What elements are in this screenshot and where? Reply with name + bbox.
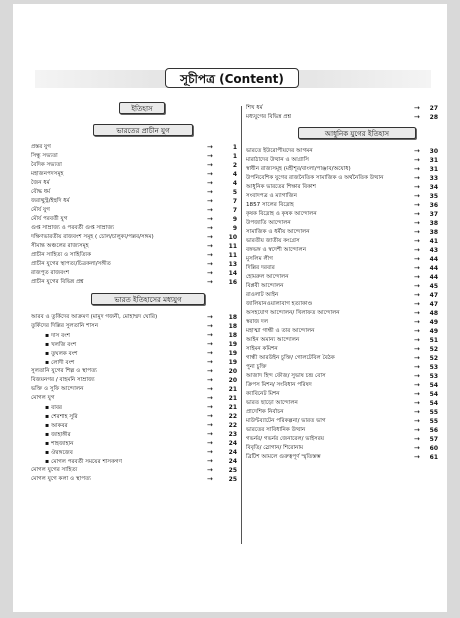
entry-title: জরাথুস্ট্র/ইহুদি ধর্ম [31, 198, 70, 204]
page-number: 22 [228, 422, 237, 429]
toc-entry [246, 318, 442, 327]
page-number: 48 [429, 310, 438, 317]
entry-title: হোমরুল আন্দোলন [246, 274, 289, 280]
arrow-icon: → [414, 246, 420, 254]
page-number: 60 [429, 445, 438, 452]
page-number: 24 [228, 458, 237, 465]
entry-title: বঙ্গভঙ্গ ও স্বদেশী আন্দোলন [246, 247, 307, 253]
entry-title: মোগল যুগ [31, 395, 55, 401]
page-number: 11 [228, 252, 237, 259]
toc-entry [31, 233, 241, 242]
arrow-icon: → [207, 457, 213, 465]
page-number: 52 [429, 355, 438, 362]
entry-title: মোগল যুগের সাহিত্য [31, 467, 78, 473]
arrow-icon: → [414, 273, 420, 281]
arrow-icon: → [207, 161, 213, 169]
entry-title: ▪ জাহাঙ্গীর [45, 430, 205, 440]
arrow-icon: → [207, 206, 213, 214]
toc-entry [246, 165, 442, 174]
toc-entry [246, 336, 442, 345]
page-number: 33 [429, 175, 438, 182]
toc-entry [246, 113, 442, 122]
toc-subentry [45, 448, 241, 457]
arrow-icon: → [207, 269, 213, 277]
arrow-icon: → [207, 197, 213, 205]
toc-entry [246, 417, 442, 426]
entry-title: ▪ লোদী বংশ [45, 358, 205, 368]
page-number: 38 [429, 229, 438, 236]
toc-entry [31, 367, 241, 376]
toc-subentry [45, 421, 241, 430]
page-number: 53 [429, 373, 438, 380]
page-number: 18 [228, 332, 237, 339]
entry-title: ▪ তুঘলক বংশ [45, 349, 205, 359]
entry-title: আইন অমান্য আন্দোলন [246, 337, 300, 343]
page-number: 35 [429, 193, 438, 200]
page-number: 4 [232, 171, 237, 178]
arrow-icon: → [207, 448, 213, 456]
arrow-icon: → [207, 322, 213, 330]
entry-title: ভারতে ইউরোপীয়দের আগমন [246, 148, 313, 154]
arrow-icon: → [414, 453, 420, 461]
toc-entry [246, 183, 442, 192]
entry-title: ভারত ছাড়ো আন্দোলন [246, 400, 298, 406]
toc-entry [31, 394, 241, 403]
toc-entry [246, 246, 442, 255]
column-divider [241, 106, 242, 544]
entry-title: মোগল যুগে কলা ও স্থাপত্য [31, 476, 91, 482]
page-number: 31 [429, 166, 438, 173]
entry-title: ▪ বাবর [45, 403, 205, 413]
page-number: 21 [228, 404, 237, 411]
page-number: 10 [228, 234, 237, 241]
toc-subentry [45, 340, 241, 349]
toc-entry [246, 444, 442, 453]
arrow-icon: → [207, 466, 213, 474]
page-number: 44 [429, 274, 438, 281]
toc-entry [31, 161, 241, 170]
arrow-icon: → [414, 147, 420, 155]
page-number: 2 [232, 162, 237, 169]
page-number: 25 [228, 476, 237, 483]
entry-title: মারাঠাদের উত্থান ও আগ্রাসি [246, 157, 309, 163]
page-number: 51 [429, 337, 438, 344]
entry-title: সুলতানি যুগের শিল্প ও স্থাপত্য [31, 368, 97, 374]
entry-title: ▪ খলজি বংশ [45, 340, 205, 350]
entry-title: সাইমন কমিশন [246, 346, 278, 352]
arrow-icon: → [207, 188, 213, 196]
toc-entry [246, 363, 442, 372]
entry-title: দিল্লির দরবার [246, 265, 275, 271]
page-number: 37 [429, 211, 438, 218]
arrow-icon: → [414, 345, 420, 353]
arrow-icon: → [414, 255, 420, 263]
page-number: 14 [228, 270, 237, 277]
entry-title: দক্ষিণভারতীয় রাজবংশ সমূহ ( চোল/চালুক্য/পল্লব/সঙ্গম) [31, 234, 154, 240]
page-number: 44 [429, 256, 438, 263]
entry-title: পুনা চুক্তি [246, 364, 267, 370]
entry-title: কৃষক বিদ্রোহ ও কৃষক আন্দোলন [246, 211, 317, 217]
toc-entry [246, 156, 442, 165]
arrow-icon: → [414, 210, 420, 218]
arrow-icon: → [207, 242, 213, 250]
toc-subentry [45, 412, 241, 421]
entry-title: গান্ধী আরউইন চুক্তি/ গোলটেবিল বৈঠক [246, 355, 335, 361]
toc-entry [31, 385, 241, 394]
arrow-icon: → [414, 228, 420, 236]
page-number: 27 [429, 105, 438, 112]
arrow-icon: → [414, 201, 420, 209]
entry-title: ▪ শেরশাহ সুরি [45, 412, 205, 422]
entry-title: জালিয়ানওয়ালাবাগ হত্যাকাণ্ড [246, 301, 313, 307]
toc-entry [31, 206, 241, 215]
toc-subentry [45, 439, 241, 448]
entry-title: ▪ দাস বংশ [45, 331, 205, 341]
toc-entry [246, 381, 442, 390]
page-number: 25 [228, 467, 237, 474]
toc-entry [31, 376, 241, 385]
page-number: 53 [429, 364, 438, 371]
page-number: 21 [228, 386, 237, 393]
entry-title: প্রাচীন সাহিত্য ও সাহিত্যিক [31, 252, 92, 258]
page-number: 57 [429, 436, 438, 443]
toc-entry [31, 322, 241, 331]
toc-entry [31, 269, 241, 278]
toc-entry [31, 466, 241, 475]
toc-entry [246, 453, 442, 462]
page-number: 61 [429, 454, 438, 461]
arrow-icon: → [414, 363, 420, 371]
page-number: 4 [232, 180, 237, 187]
arrow-icon: → [414, 156, 420, 164]
entry-title: মহাজনপদসমূহ [31, 171, 64, 177]
arrow-icon: → [414, 174, 420, 182]
toc-entry [246, 201, 442, 210]
page-number: 18 [228, 314, 237, 321]
toc-entry [246, 147, 442, 156]
entry-title: সিন্ধু সভ্যতা [31, 153, 58, 159]
arrow-icon: → [414, 399, 420, 407]
entry-title: ব্রিটিশ আমলে গুরুত্বপূর্ণ স্মৃতিস্তম্ভ [246, 454, 321, 460]
arrow-icon: → [207, 394, 213, 402]
arrow-icon: → [414, 336, 420, 344]
toc-entry [246, 354, 442, 363]
page-number: 16 [228, 279, 237, 286]
arrow-icon: → [414, 309, 420, 317]
arrow-icon: → [414, 282, 420, 290]
arrow-icon: → [207, 215, 213, 223]
page-number: 9 [232, 225, 237, 232]
page-number: 49 [429, 319, 438, 326]
arrow-icon: → [414, 417, 420, 425]
entry-title: বিবৃতি/ স্লোগান/ শিরোনাম [246, 445, 304, 451]
page-number: 19 [228, 359, 237, 366]
page-number: 13 [228, 261, 237, 268]
page-number: 36 [429, 202, 438, 209]
page-number: 22 [228, 413, 237, 420]
entry-title: ▪ আকবর [45, 421, 205, 431]
entry-title: গুপ্ত সাম্রাজ্য ও পরবর্তী গুপ্ত সাম্রাজ্য [31, 225, 115, 231]
page-number: 38 [429, 220, 438, 227]
page-number: 19 [228, 341, 237, 348]
entry-title: মুসলিম লীগ [246, 256, 273, 262]
page-number: 54 [429, 382, 438, 389]
arrow-icon: → [207, 376, 213, 384]
toc-subentry [45, 457, 241, 466]
page-number: 45 [429, 283, 438, 290]
toc-entry [31, 260, 241, 269]
toc-entry [246, 300, 442, 309]
entry-title: ▪ শাহজাহান [45, 439, 205, 449]
entry-title: আরব ও তুর্কিদের আক্রমণ (মামুদ গজনী, মোহাম্মদ ঘোরি) [31, 314, 158, 320]
entry-title: বিজয়নগর / বাহমনি সাম্রাজ্য [31, 377, 95, 383]
page-number: 9 [232, 216, 237, 223]
page-number: 56 [429, 427, 438, 434]
entry-title: শিখ ধর্ম [246, 105, 263, 111]
toc-entry [246, 426, 442, 435]
arrow-icon: → [414, 264, 420, 272]
entry-title: 1857 সালের বিদ্রোহ [246, 202, 294, 208]
entry-title: উপজাতি আন্দোলন [246, 220, 291, 226]
toc-entry [246, 104, 442, 113]
entry-title: আজাদ হিন্দ ফৌজ/ সুভাষ চন্দ্র বোস [246, 373, 326, 379]
arrow-icon: → [414, 318, 420, 326]
entry-title: সংবাদপত্র ও ম্যাগাজিন [246, 193, 297, 199]
entry-title: বৈদিক সভ্যতা [31, 162, 62, 168]
arrow-icon: → [414, 192, 420, 200]
section-heading-medieval: ভারত ইতিহাসের মধ্যযুগ [91, 293, 205, 305]
toc-entry [31, 475, 241, 484]
arrow-icon: → [207, 260, 213, 268]
arrow-icon: → [207, 439, 213, 447]
arrow-icon: → [207, 331, 213, 339]
toc-entry [246, 264, 442, 273]
page-number: 24 [228, 440, 237, 447]
entry-title: সামাজিক ও ধর্মীয় আন্দোলন [246, 229, 310, 235]
toc-entry [246, 255, 442, 264]
toc-entry [246, 219, 442, 228]
page-number: 24 [228, 449, 237, 456]
page-number: 47 [429, 292, 438, 299]
page-number: 43 [429, 247, 438, 254]
entry-title: বিপ্লবী আন্দোলন [246, 283, 284, 289]
entry-title: মধ্যযুগের বিভিন্ন প্রশ্ন [246, 114, 292, 120]
page-number: 41 [429, 238, 438, 245]
toc-entry [31, 313, 241, 322]
entry-title: জৈন ধর্ম [31, 180, 50, 186]
page-number: 54 [429, 391, 438, 398]
entry-title: ভারতের সাবিধানিক উত্থান [246, 427, 306, 433]
arrow-icon: → [414, 165, 420, 173]
toc-subentry [45, 358, 241, 367]
entry-title: প্রাচীন যুগের স্থাপত্য/চিত্রকলা/সঙ্গীত [31, 261, 111, 267]
toc-entry [31, 170, 241, 179]
entry-title: প্রাদেশিক নির্বাচন [246, 409, 284, 415]
arrow-icon: → [414, 444, 420, 452]
arrow-icon: → [414, 104, 420, 112]
toc-subentry [45, 430, 241, 439]
toc-entry [246, 399, 442, 408]
page-number: 31 [429, 157, 438, 164]
page-number: 44 [429, 265, 438, 272]
arrow-icon: → [207, 278, 213, 286]
page-number: 11 [228, 243, 237, 250]
page-number: 21 [228, 395, 237, 402]
page-number: 20 [228, 368, 237, 375]
entry-title: আধুনিক ভারতের শিক্ষার বিকাশ [246, 184, 316, 190]
arrow-icon: → [414, 372, 420, 380]
toc-entry [246, 291, 442, 300]
arrow-icon: → [207, 313, 213, 321]
arrow-icon: → [207, 430, 213, 438]
toc-entry [31, 188, 241, 197]
entry-title: বৌদ্ধ ধর্ম [31, 189, 51, 195]
entry-title: রাজপুত রাজবংশ [31, 270, 70, 276]
arrow-icon: → [207, 412, 213, 420]
entry-title: উপনিবেশিক যুগের রাজনৈতিক সামাজিক ও অর্থনৈতিক উত্থান [246, 175, 384, 181]
entry-title: তুর্কিদের দিল্লির সুলতানি শাসন [31, 323, 99, 329]
toc-entry [246, 228, 442, 237]
page-number: 7 [232, 207, 237, 214]
entry-title: স্বাধীন রাজ্যসমূহ (মহীশূর/বাংলা/পাঞ্জাব/অযোধ) [246, 166, 351, 172]
page-number: 55 [429, 418, 438, 425]
page-number: 34 [429, 184, 438, 191]
arrow-icon: → [207, 340, 213, 348]
arrow-icon: → [207, 170, 213, 178]
arrow-icon: → [207, 251, 213, 259]
entry-title: মাউন্টব্যাটেন পরিকল্পনা/ ভারত ভাগ [246, 418, 326, 424]
page-number: 20 [228, 377, 237, 384]
arrow-icon: → [414, 291, 420, 299]
arrow-icon: → [207, 385, 213, 393]
page-number: 23 [228, 431, 237, 438]
entry-title: মহাত্মা গান্ধী ও তার আন্দোলন [246, 328, 315, 334]
toc-entry [31, 224, 241, 233]
entry-title: মৌর্য পরবর্তী যুগ [31, 216, 68, 222]
toc-subentry [45, 331, 241, 340]
entry-title: ক্যাবিনেট মিশন [246, 391, 280, 397]
arrow-icon: → [414, 426, 420, 434]
arrow-icon: → [207, 403, 213, 411]
page-title: সূচীপত্র (Content) [165, 68, 299, 88]
arrow-icon: → [414, 219, 420, 227]
toc-subentry [45, 349, 241, 358]
section-heading-history: ইতিহাস [119, 102, 165, 114]
toc-entry [246, 327, 442, 336]
page-number: 18 [228, 323, 237, 330]
entry-title: ▪ মোগল পরবর্তী সময়ের শাসকগণ [45, 457, 205, 467]
toc-entry [246, 390, 442, 399]
toc-entry [246, 408, 442, 417]
toc-entry [31, 179, 241, 188]
page-number: 7 [232, 198, 237, 205]
arrow-icon: → [207, 367, 213, 375]
page-number: 1 [232, 144, 237, 151]
page-number: 1 [232, 153, 237, 160]
document-page [13, 4, 447, 612]
toc-entry [31, 197, 241, 206]
toc-entry [31, 251, 241, 260]
toc-subentry [45, 403, 241, 412]
page-number: 19 [228, 350, 237, 357]
arrow-icon: → [414, 435, 420, 443]
entry-title: মৌর্য যুগ [31, 207, 50, 213]
arrow-icon: → [207, 143, 213, 151]
entry-title: অসহযোগ আন্দোলন/ খিলাফত আন্দোলন [246, 310, 340, 316]
arrow-icon: → [414, 237, 420, 245]
page-number: 28 [429, 114, 438, 121]
arrow-icon: → [414, 327, 420, 335]
toc-entry [31, 242, 241, 251]
entry-title: ভক্তি ও সুফি আন্দোলন [31, 386, 84, 392]
section-heading-modern: আধুনিক যুগের ইতিহাস [298, 127, 416, 139]
entry-title: সীমান্ত অঞ্চলের রাজ্যসমূহ [31, 243, 89, 249]
page-number: 52 [429, 346, 438, 353]
toc-entry [31, 215, 241, 224]
entry-title: ▪ ঔরঙ্গজেব [45, 448, 205, 458]
arrow-icon: → [414, 113, 420, 121]
arrow-icon: → [414, 354, 420, 362]
toc-entry [246, 237, 442, 246]
toc-entry [246, 372, 442, 381]
toc-entry [246, 273, 442, 282]
page-number: 54 [429, 400, 438, 407]
entry-title: ভারতীয় জাতীয় কংগ্রেস [246, 238, 300, 244]
page-number: 55 [429, 409, 438, 416]
arrow-icon: → [207, 152, 213, 160]
toc-entry [246, 282, 442, 291]
toc-entry [31, 152, 241, 161]
page-number: 5 [232, 189, 237, 196]
toc-entry [246, 345, 442, 354]
toc-entry [246, 435, 442, 444]
arrow-icon: → [414, 381, 420, 389]
arrow-icon: → [207, 421, 213, 429]
section-heading-ancient: ভারতের প্রাচীন যুগ [93, 124, 193, 136]
page-number: 30 [429, 148, 438, 155]
page-number: 47 [429, 301, 438, 308]
toc-entry [246, 309, 442, 318]
toc-entry [246, 210, 442, 219]
arrow-icon: → [207, 179, 213, 187]
entry-title: স্বরাজ দল [246, 319, 268, 325]
page-number: 49 [429, 328, 438, 335]
entry-title: প্রাচীন যুগের বিভিন্ন প্রশ্ন [31, 279, 84, 285]
arrow-icon: → [414, 300, 420, 308]
toc-entry [31, 278, 241, 287]
arrow-icon: → [207, 475, 213, 483]
arrow-icon: → [207, 224, 213, 232]
arrow-icon: → [414, 390, 420, 398]
arrow-icon: → [207, 349, 213, 357]
toc-entry [31, 143, 241, 152]
arrow-icon: → [207, 233, 213, 241]
entry-title: গভর্নর/ গভর্নর জেনারেল/ ভাইসরয় [246, 436, 325, 442]
entry-title: রাওলাট আইন [246, 292, 279, 298]
toc-entry [246, 174, 442, 183]
toc-entry [246, 192, 442, 201]
arrow-icon: → [207, 358, 213, 366]
arrow-icon: → [414, 183, 420, 191]
arrow-icon: → [414, 408, 420, 416]
entry-title: ক্রিপস মিশন/ সংবিধান পরিষদ [246, 382, 312, 388]
entry-title: প্রস্তর যুগ [31, 144, 51, 150]
